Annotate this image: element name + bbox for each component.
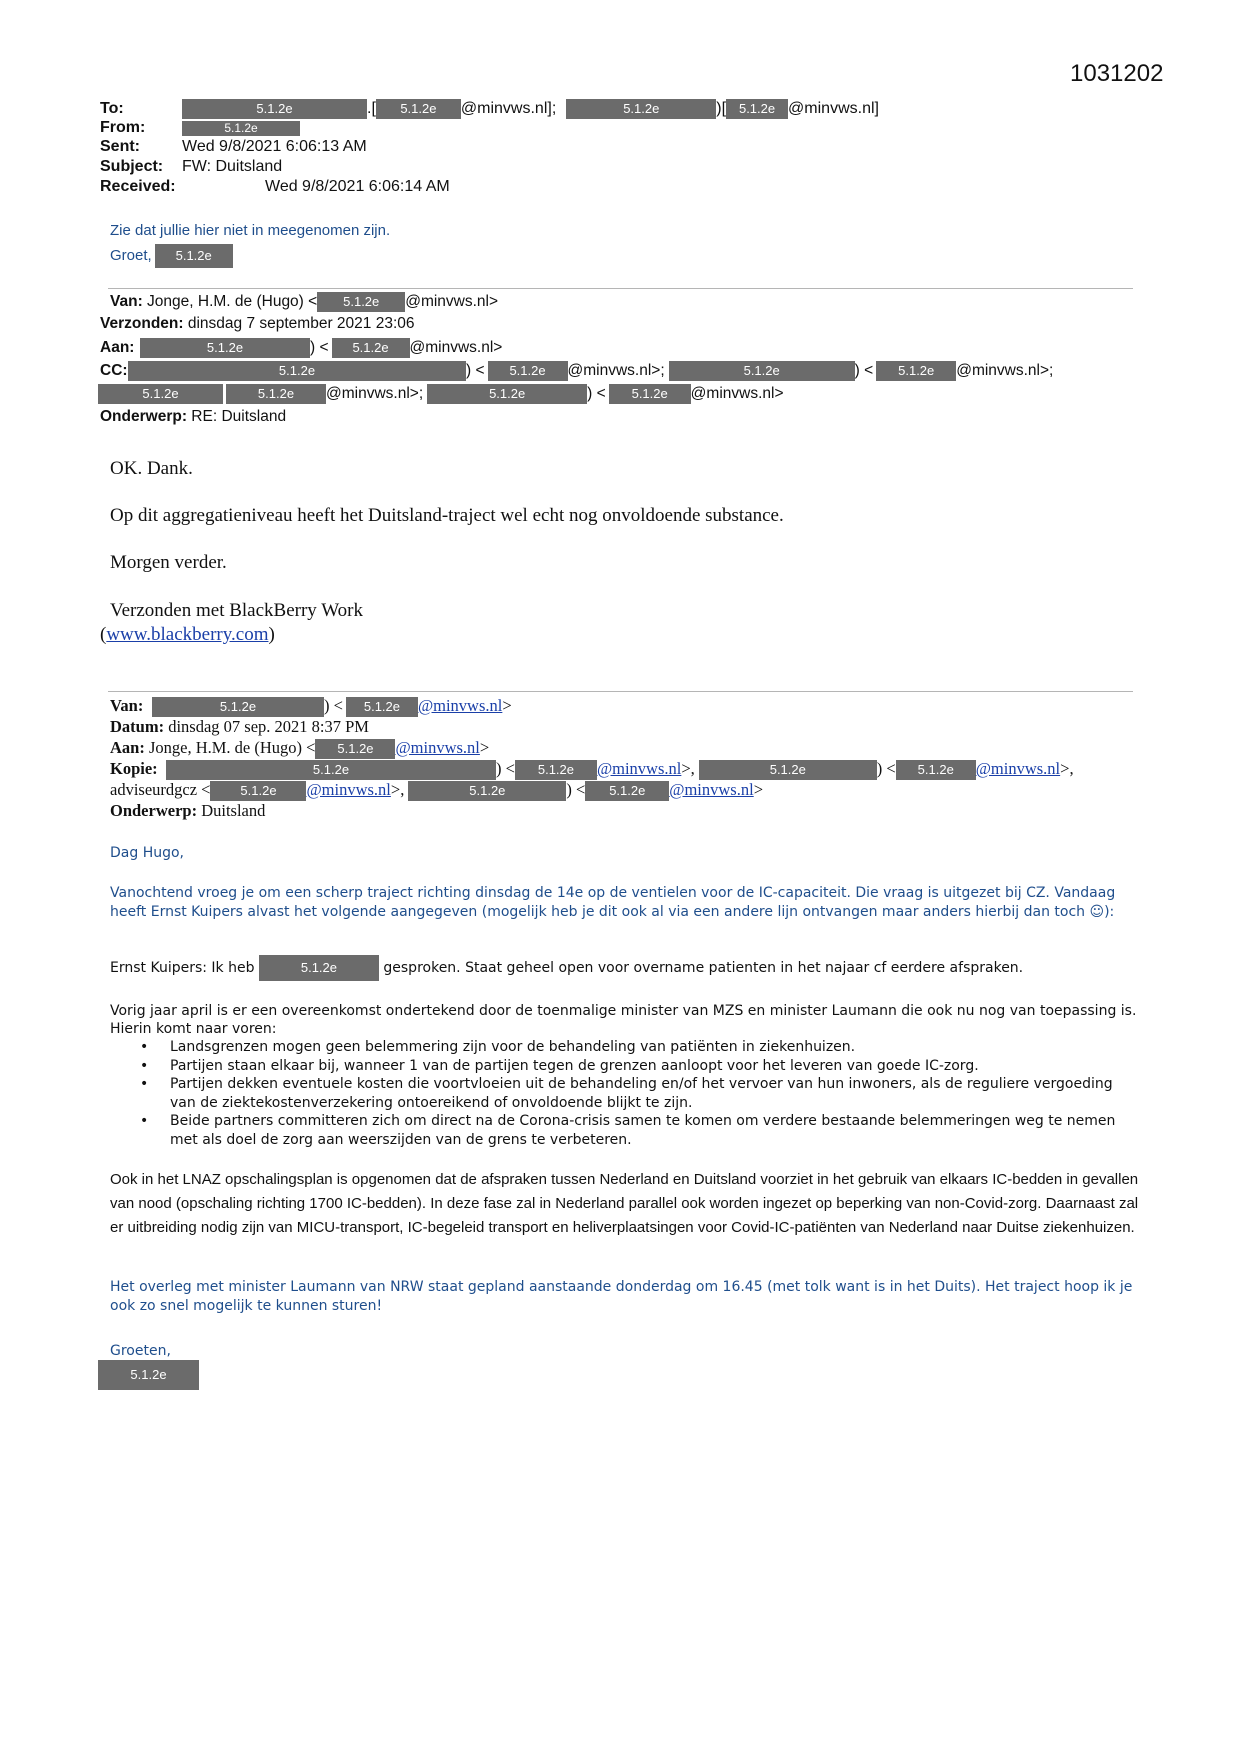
redaction: 5.1.2e [376,99,461,119]
header-from-row [100,119,300,137]
redaction: 5.1.2e [155,244,233,268]
msg3-para4: Ook in het LNAZ opschalingsplan is opgenomen dat de afspraken tussen Nederland en Duitsland voorziet in het gebruik van elkaars IC-bedden in gevallen van nood (opschaling richting 1700 IC-bedden). In deze fase zal in Nederland parallel ook worden ingezet op beperking van non-Covid-zorg. Daarnaast zal er uitbreiding nodig zijn van MICU-transport, IC-begeleid transport en heliverplaatsingen voor Covid-IC-patiënten van Nederland naar Duitse ziekenhuizen. [110,1171,1139,1236]
redaction: 5.1.2e [408,781,566,801]
msg3-para1: Vanochtend vroeg je om een scherp traject richting dinsdag de 14e op de ventielen voor de IC-capaciteit. Die vraag is uitgezet bij CZ. Vandaag heeft Ernst Kuipers alvast het volgende aangegeven (mogelijk heb je dit ook al via een andere lijn ontvangen maar anders hierbij dan toch ☺): [110,885,1116,920]
redaction: 5.1.2e [876,361,956,381]
email-link[interactable]: @minvws.nl [306,780,391,799]
redaction: 5.1.2e [346,697,418,717]
aan-label: Aan: [110,738,145,757]
separator: ) < [854,362,874,379]
msg3-van-row [110,696,512,717]
separator: ) < [876,759,896,778]
header-subject-row [100,158,282,176]
separator: .[ [367,100,376,117]
para-text: Ernst Kuipers: Ik heb [110,960,255,976]
email-domain: @minvws.nl> [409,339,503,356]
header-to-row [100,99,879,119]
msg3-greeting: Dag Hugo, [110,845,184,861]
email-link[interactable]: @minvws.nl [596,759,682,778]
blackberry-link[interactable]: www.blackberry.com [106,624,269,645]
separator: ) < [496,759,515,778]
greeting-text: Groet, [110,247,152,264]
separator-line [108,288,1133,289]
redaction: 5.1.2e [140,338,310,358]
bracket: > [479,738,490,757]
sent-label: Sent: [100,138,140,155]
separator: ) < [566,780,586,799]
to-label: To: [100,100,124,117]
fw-line: Zie dat jullie hier niet in meegenomen zijn. [110,222,391,239]
msg2-body-line: Morgen verder. [110,552,227,573]
redaction: 5.1.2e [585,781,669,801]
email-link[interactable]: @minvws.nl [669,780,754,799]
separator: ) < [587,385,606,402]
fw-greeting [110,244,233,268]
paren: ( [100,624,107,645]
redaction: 5.1.2e [488,361,568,381]
header-sent-row [100,138,367,156]
msg3-onderwerp-row [110,801,265,821]
cc-label: CC: [100,362,128,379]
msg2-body-line: Verzonden met BlackBerry Work [110,600,363,621]
msg3-closing-redaction-row [98,1360,199,1390]
redaction: 5.1.2e [166,760,496,780]
onderwerp-label: Onderwerp: [110,801,198,820]
msg2-cc-row [100,361,1053,381]
msg3-bullet-list [110,1038,1138,1149]
msg2-cc2-row [98,384,784,404]
onderwerp-value: Duitsland [201,801,266,820]
email-domain: @minvws.nl]; [460,100,557,117]
redaction: 5.1.2e [726,99,788,119]
document-id: 1031202 [1070,60,1164,87]
onderwerp-label: Onderwerp: [100,408,187,425]
msg2-onderwerp-row [100,408,286,426]
separator: ) < [324,696,343,715]
datum-label: Datum: [110,717,165,736]
msg3-kopie-row [110,759,1074,780]
subject-value: FW: Duitsland [182,158,283,175]
email-domain: @minvws.nl>; [326,385,424,402]
bracket: >, [1060,759,1074,778]
redaction: 5.1.2e [182,99,367,119]
redaction: 5.1.2e [332,338,410,358]
email-domain: @minvws.nl] [788,100,879,117]
email-link[interactable]: @minvws.nl [975,759,1061,778]
paren: ) [268,624,275,645]
para-text: gesproken. Staat geheel open voor overname patienten in het najaar cf eerdere afspraken. [383,960,1024,976]
redaction: 5.1.2e [259,955,379,981]
redaction: 5.1.2e [699,760,877,780]
email-link[interactable]: @minvws.nl [417,696,503,715]
bullet-item: • Beide partners committeren zich om direct na de Corona-crisis samen te komen om verdere bestaande belemmeringen weg te nemen met als doel de zorg aan weerszijden van de grens te verbeteren. [110,1112,1138,1149]
separator: ) < [310,339,329,356]
bullet-item: • Partijen staan elkaar bij, wanneer 1 van de partijen tegen de grenzen aanloopt voor het leveren van goede IC-zorg. [110,1057,1138,1076]
msg2-body-line: Op dit aggregatieniveau heeft het Duitsland-traject wel echt nog onvoldoende substance. [110,505,784,526]
sent-value: Wed 9/8/2021 6:06:13 AM [182,138,367,155]
msg2-body-link-line [100,624,275,646]
kopie-label: Kopie: [110,759,158,778]
msg2-van-row [110,292,498,312]
msg3-datum-row [110,717,369,737]
separator: ) < [466,362,485,379]
msg3-kopie2-row [110,780,763,801]
datum-value: dinsdag 07 sep. 2021 8:37 PM [168,717,369,736]
redaction: 5.1.2e [427,384,587,404]
redaction: 5.1.2e [128,361,466,381]
redaction: 5.1.2e [315,739,395,759]
bullet-item: • Partijen dekken eventuele kosten die voortvloeien uit de behandeling en/of het vervoer van hun inwoners, als de reguliere vergoeding van de ziektekostenverzekering ontoereikend of onvoldoende blijkt te zijn. [110,1075,1138,1112]
redaction: 5.1.2e [226,384,326,404]
redaction: 5.1.2e [896,760,976,780]
bullet-item: • Landsgrenzen mogen geen belemmering zijn voor de behandeling van patiënten in ziekenhuizen. [110,1038,1138,1057]
msg2-aan-row [100,338,502,358]
msg3-para3: Vorig jaar april is er een overeenkomst ondertekend door de toenmalige minister van MZS en minister Laumann die ook nu nog van toepassing is. Hierin komt naar voren: [110,1003,1137,1037]
msg2-body-line: OK. Dank. [110,458,193,479]
msg3-aan-row [110,738,489,759]
van-label: Van: [110,293,143,310]
verzonden-label: Verzonden: [100,315,184,332]
aan-value: Jonge, H.M. de (Hugo) < [148,738,316,757]
email-domain: @minvws.nl>; [567,362,665,379]
bracket: >, [390,780,405,799]
received-value: Wed 9/8/2021 6:06:14 AM [265,178,450,195]
redaction: 5.1.2e [317,292,405,312]
redaction: 5.1.2e [210,781,306,801]
kopie-name: adviseurdgcz < [110,780,211,799]
from-label: From: [100,119,146,136]
redaction: 5.1.2e [152,697,324,717]
email-domain: @minvws.nl> [405,293,499,310]
onderwerp-value: RE: Duitsland [191,408,287,425]
redaction: 5.1.2e [515,760,597,780]
redaction: 5.1.2e [98,384,223,404]
bracket: > [753,780,764,799]
separator-line [108,691,1133,692]
redaction: 5.1.2e [98,1360,199,1390]
redaction: 5.1.2e [609,384,691,404]
msg3-para2 [110,955,1023,981]
msg2-verzonden-row [100,315,415,333]
aan-label: Aan: [100,339,135,356]
redaction: 5.1.2e [566,99,716,119]
email-link[interactable]: @minvws.nl [395,738,480,757]
van-value: Jonge, H.M. de (Hugo) < [147,293,318,310]
redaction: 5.1.2e [182,121,300,136]
verzonden-value: dinsdag 7 september 2021 23:06 [187,315,415,332]
received-label: Received: [100,178,176,195]
subject-label: Subject: [100,158,164,175]
email-domain: @minvws.nl> [690,385,784,402]
separator: )[ [716,100,727,117]
bracket: >, [681,759,695,778]
redaction: 5.1.2e [669,361,855,381]
van-label: Van: [110,696,144,715]
bracket: > [502,696,512,715]
email-domain: @minvws.nl>; [956,362,1054,379]
header-received-row [100,178,450,196]
msg3-para5: Het overleg met minister Laumann van NRW staat gepland aanstaande donderdag om 16.45 (met tolk want is in het Duits). Het traject hoop ik je ook zo snel mogelijk te kunnen sturen! [110,1279,1133,1314]
msg3-closing: Groeten, [110,1343,171,1359]
